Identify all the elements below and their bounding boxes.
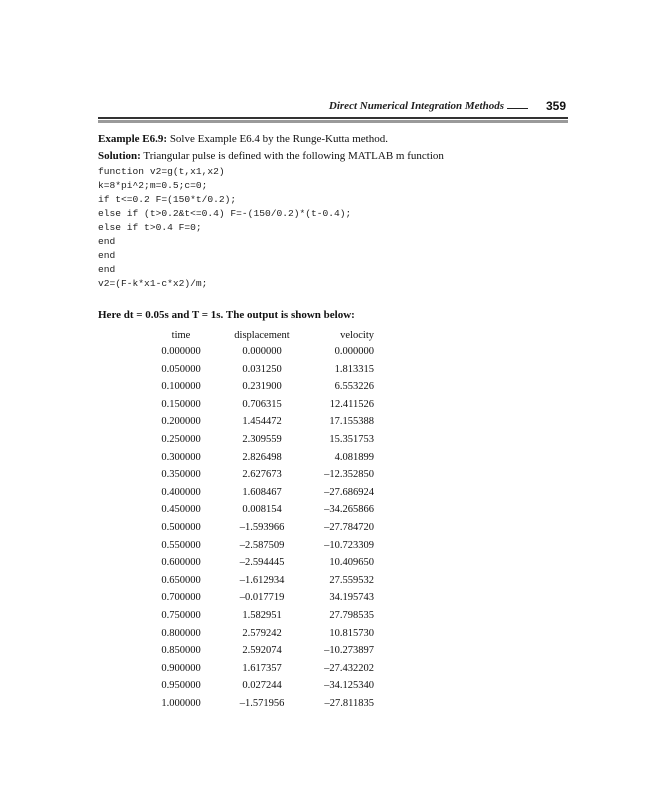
code-line: end — [98, 264, 116, 275]
cell-velocity: 27.798535 — [329, 610, 374, 621]
solution-text: Triangular pulse is defined with the following MATLAB m function — [143, 150, 444, 162]
output-note: Here dt = 0.05s and T = 1s. The output is shown below: — [98, 309, 355, 321]
cell-velocity: –10.273897 — [324, 645, 374, 657]
table-row — [160, 680, 380, 696]
solution-label: Solution: — [98, 150, 141, 162]
header-rule — [98, 117, 568, 119]
table-row — [160, 522, 380, 538]
cell-time: 0.050000 — [161, 363, 201, 375]
table-header-row — [160, 330, 380, 346]
code-line: end — [98, 236, 116, 247]
cell-velocity: 6.553226 — [334, 381, 374, 393]
table-row — [160, 487, 380, 503]
cell-displacement: 2.309559 — [242, 434, 282, 445]
table-row — [160, 610, 380, 626]
table-row — [160, 575, 380, 591]
cell-velocity: –27.686924 — [324, 486, 374, 498]
cell-time: 0.250000 — [161, 434, 201, 445]
cell-time: 0.350000 — [161, 469, 201, 481]
table-row — [160, 663, 380, 679]
cell-displacement: 2.592074 — [242, 645, 282, 657]
cell-displacement: 2.627673 — [242, 469, 282, 481]
code-line: if t<=0.2 F=(150*t/0.2); — [98, 194, 237, 205]
cell-time: 0.000000 — [161, 346, 201, 357]
cell-time: 0.900000 — [161, 662, 201, 674]
example-line — [98, 133, 388, 145]
table-row — [160, 416, 380, 432]
cell-velocity: 10.409650 — [329, 557, 374, 569]
cell-velocity: –10.723309 — [324, 539, 374, 551]
cell-displacement: –1.612934 — [239, 574, 285, 586]
code-line: k=8*pi^2;m=0.5;c=0; — [98, 180, 208, 191]
table-row — [160, 364, 380, 380]
cell-displacement: 0.027244 — [242, 680, 282, 692]
cell-time: 0.950000 — [161, 680, 201, 692]
table-row — [160, 540, 380, 556]
cell-displacement: 1.454472 — [242, 416, 282, 428]
column-header-time: time — [171, 330, 191, 341]
cell-time: 0.500000 — [161, 522, 201, 533]
code-line: function v2=g(t,x1,x2) — [98, 166, 225, 177]
cell-time: 0.150000 — [161, 398, 201, 410]
cell-velocity: –27.432202 — [324, 662, 374, 674]
cell-time: 0.850000 — [161, 645, 201, 657]
cell-velocity: 0.000000 — [334, 346, 374, 357]
table-row — [160, 645, 380, 661]
cell-displacement: 2.579242 — [242, 627, 282, 639]
table-row — [160, 592, 380, 608]
cell-displacement: 0.706315 — [242, 398, 282, 410]
table-row — [160, 452, 380, 468]
table-row — [160, 381, 380, 397]
cell-displacement: –0.017719 — [239, 592, 285, 604]
cell-displacement: 0.000000 — [242, 346, 282, 357]
table-row — [160, 399, 380, 415]
cell-velocity: 27.559532 — [329, 574, 374, 586]
cell-displacement: 1.617357 — [242, 662, 282, 674]
cell-displacement: 0.031250 — [242, 363, 282, 375]
cell-displacement: –2.587509 — [239, 539, 285, 551]
example-text: Solve Example E6.4 by the Runge-Kutta method. — [169, 133, 388, 145]
cell-displacement: 1.582951 — [242, 610, 282, 621]
cell-time: 0.200000 — [161, 416, 201, 428]
cell-velocity: –34.125340 — [324, 680, 374, 692]
cell-velocity: –34.265866 — [324, 504, 374, 516]
cell-velocity: –27.784720 — [324, 522, 374, 533]
column-header-velocity: velocity — [340, 330, 374, 341]
code-line: else if (t>0.2&t<=0.4) F=-(150/0.2)*(t-0.4); — [98, 208, 352, 219]
cell-velocity: 15.351753 — [329, 434, 374, 445]
cell-velocity: 34.195743 — [329, 592, 374, 604]
code-line: else if t>0.4 F=0; — [98, 222, 202, 233]
table-row — [160, 434, 380, 450]
cell-velocity: –12.352850 — [324, 469, 374, 481]
header-dash — [507, 108, 528, 109]
cell-velocity: 17.155388 — [329, 416, 374, 428]
cell-velocity: 10.815730 — [329, 627, 374, 639]
code-line: end — [98, 250, 116, 261]
cell-displacement: 0.231900 — [242, 381, 282, 393]
table-row — [160, 346, 380, 362]
cell-time: 1.000000 — [161, 698, 201, 709]
code-line: v2=(F-k*x1-c*x2)/m; — [98, 278, 208, 289]
column-header-displacement: displacement — [234, 330, 290, 341]
cell-time: 0.600000 — [161, 557, 201, 569]
table-row — [160, 698, 380, 714]
cell-time: 0.300000 — [161, 451, 201, 463]
table-row — [160, 504, 380, 520]
cell-displacement: 2.826498 — [242, 451, 282, 463]
cell-time: 0.550000 — [161, 539, 201, 551]
cell-displacement: 1.608467 — [242, 486, 282, 498]
cell-velocity: 12.411526 — [329, 398, 374, 410]
table-row — [160, 557, 380, 573]
table-row — [160, 628, 380, 644]
running-header — [98, 100, 568, 116]
cell-time: 0.100000 — [161, 381, 201, 393]
cell-displacement: –2.594445 — [239, 557, 285, 569]
cell-velocity: 1.813315 — [334, 363, 374, 375]
table-row — [160, 469, 380, 485]
cell-time: 0.700000 — [161, 592, 201, 604]
solution-line — [98, 150, 444, 162]
cell-displacement: –1.593966 — [239, 522, 285, 533]
cell-time: 0.400000 — [161, 486, 201, 498]
cell-time: 0.650000 — [161, 574, 201, 586]
cell-time: 0.450000 — [161, 504, 201, 516]
cell-time: 0.800000 — [161, 627, 201, 639]
cell-velocity: –27.811835 — [324, 698, 374, 709]
cell-displacement: –1.571956 — [239, 698, 285, 709]
example-label: Example E6.9: — [98, 133, 168, 145]
cell-velocity: 4.081899 — [334, 451, 374, 463]
running-title: Direct Numerical Integration Methods — [328, 100, 504, 112]
page-number: 359 — [545, 99, 566, 113]
cell-time: 0.750000 — [161, 610, 201, 621]
header-rule-shade — [98, 120, 568, 123]
cell-displacement: 0.008154 — [242, 504, 282, 516]
